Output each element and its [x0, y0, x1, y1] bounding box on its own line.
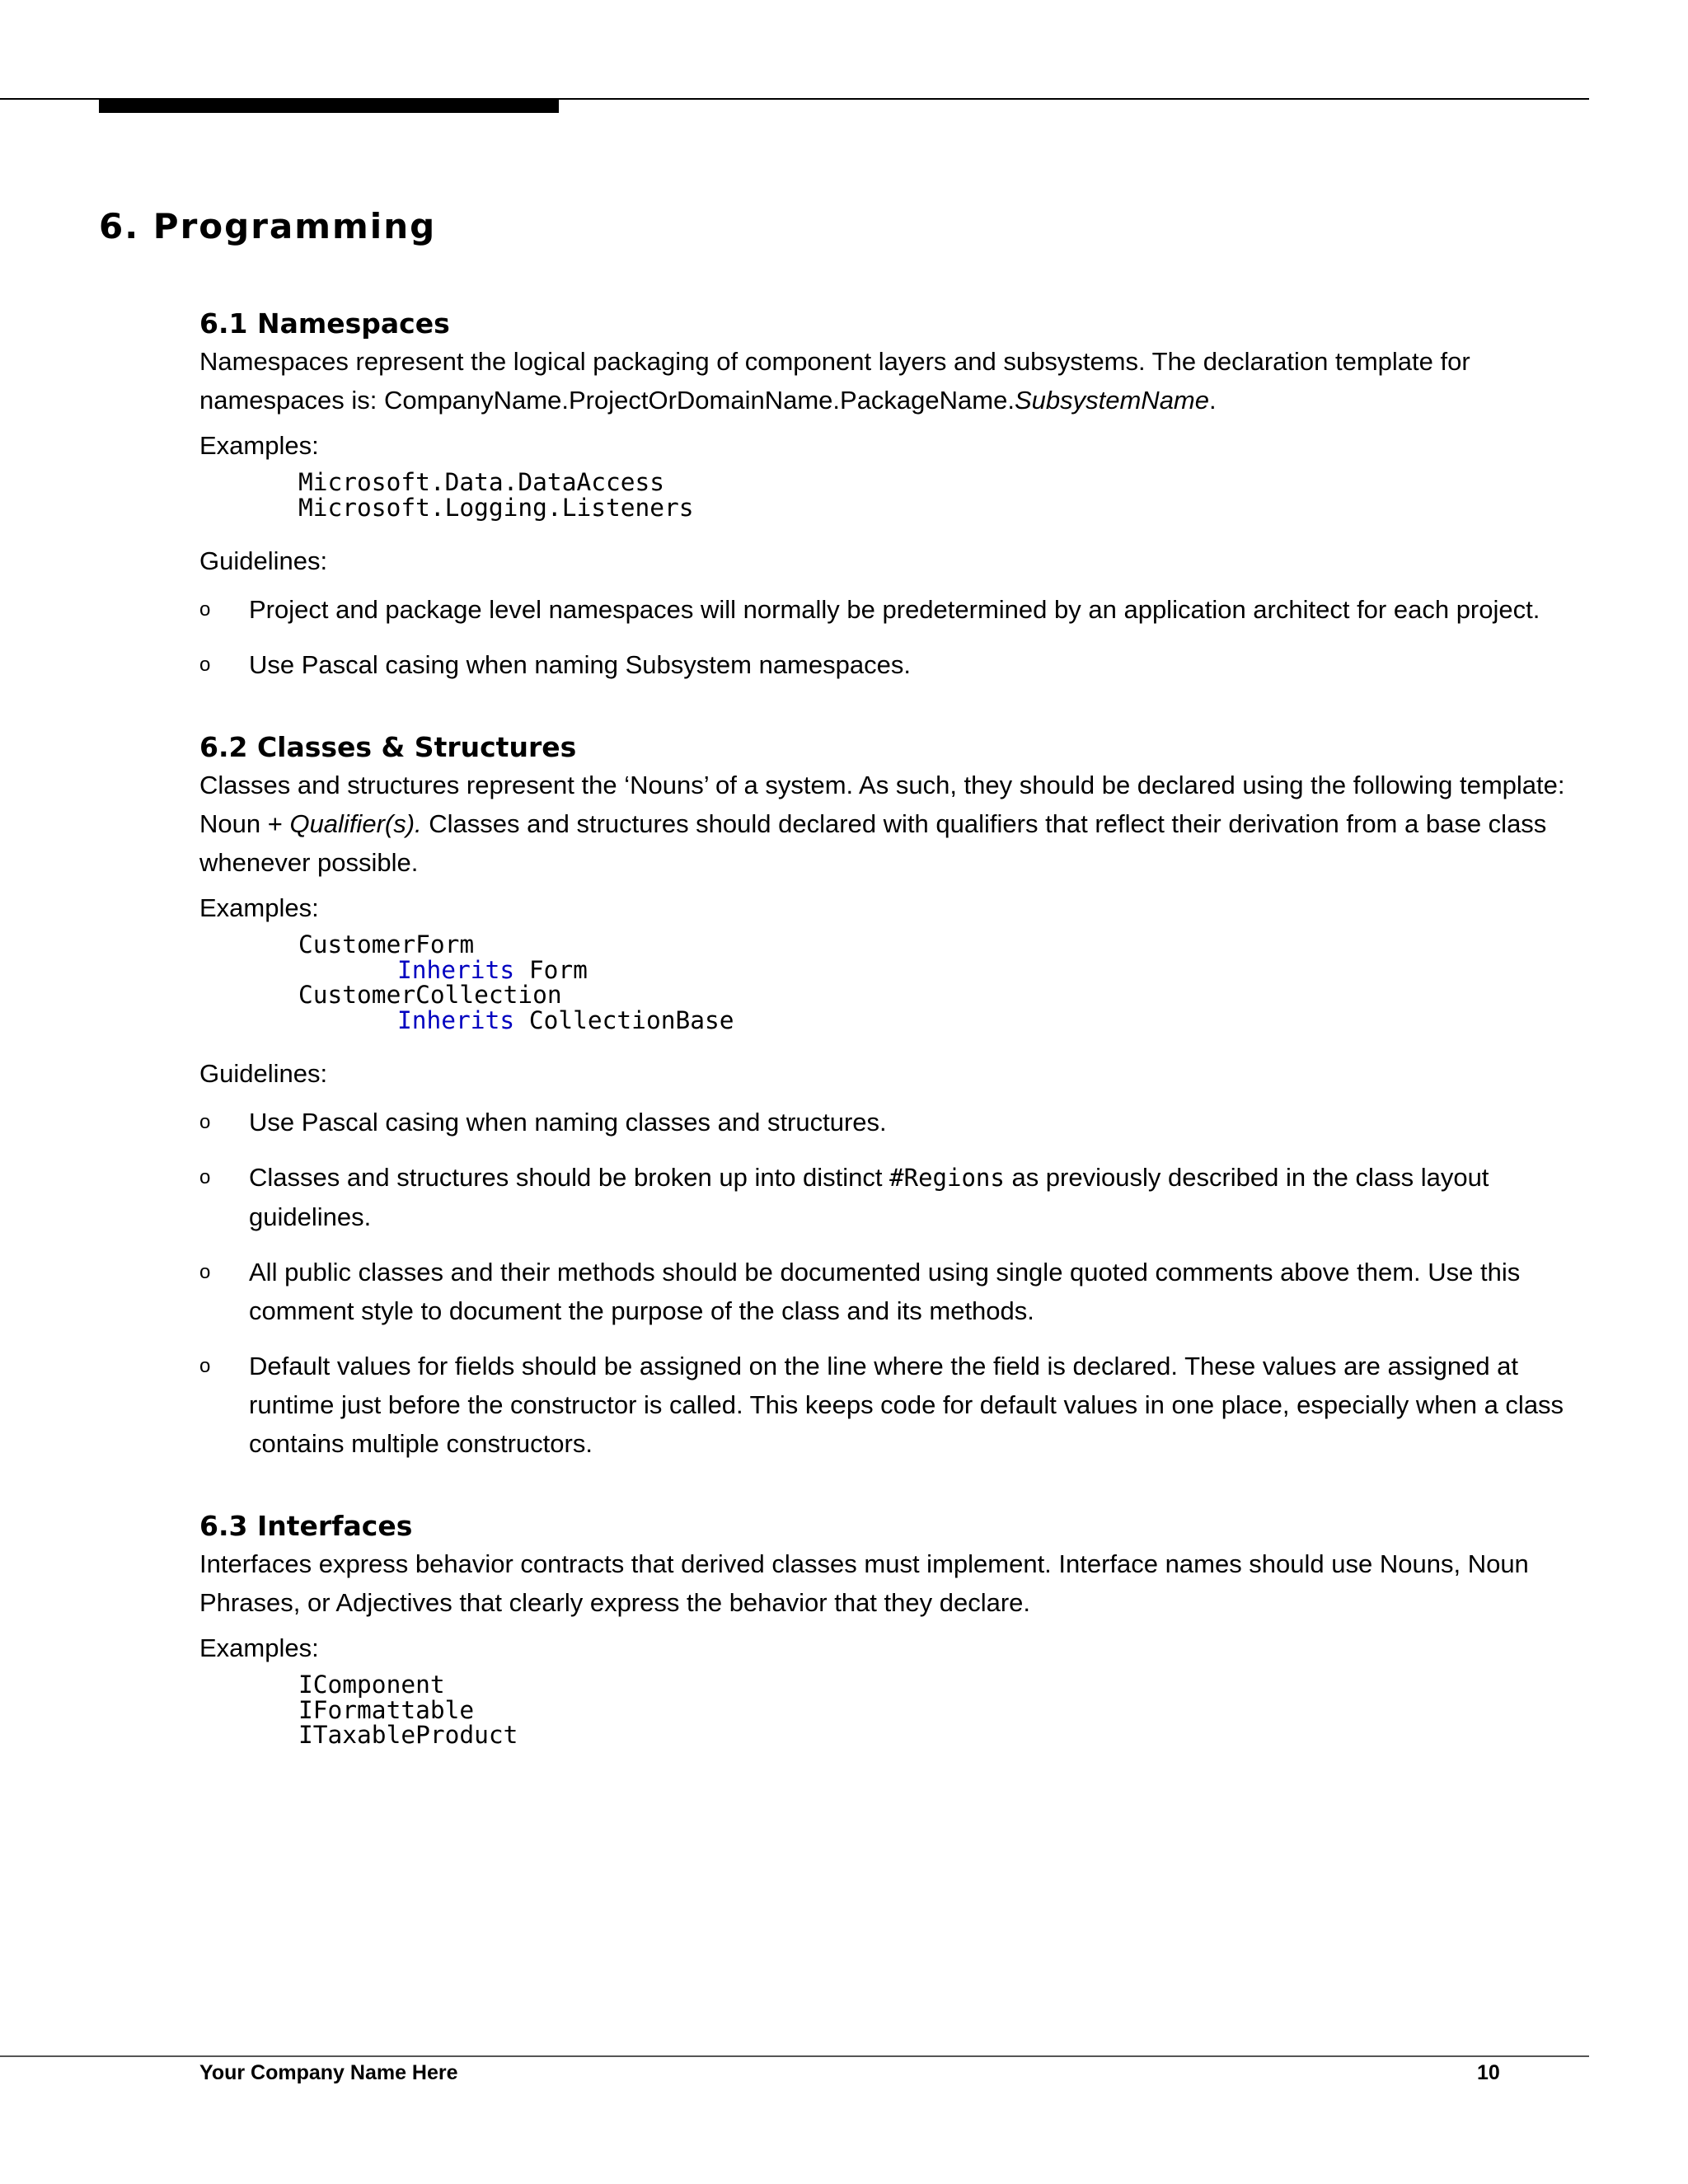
intro-text: Classes and structures represent the ‘Nouns’ of a system. As such, they should be declared using the following template: Noun +	[199, 771, 1565, 838]
list-item-text: Project and package level namespaces will normally be predetermined by an application architect for each project.	[249, 595, 1540, 624]
footer-rule	[0, 2055, 1589, 2057]
code-keyword: Inherits	[397, 1005, 515, 1034]
list-item-text: Classes and structures should be broken up into distinct	[249, 1163, 890, 1192]
bullet-icon: o	[199, 1355, 211, 1377]
code-line	[298, 955, 1589, 984]
section-title: 6.2 Classes & Structures	[199, 731, 577, 763]
list-item-text: Use Pascal casing when naming classes and structures.	[249, 1108, 887, 1137]
intro-end: .	[1209, 386, 1217, 415]
bullet-icon: o	[199, 598, 211, 621]
list-item-text: All public classes and their methods should be documented using single quoted comments above them. Use this comment style to document the purpose of the class and its methods.	[249, 1258, 1521, 1325]
examples-label: Examples:	[199, 1633, 319, 1662]
code-line: IComponent	[298, 1671, 445, 1699]
guidelines-label: Guidelines:	[199, 1059, 328, 1088]
guidelines-list	[199, 590, 1589, 684]
section-title: 6.1 Namespaces	[199, 307, 450, 340]
section-classes	[199, 730, 1589, 1463]
section-title: 6.3 Interfaces	[199, 1510, 413, 1542]
intro-italic: Qualifier(s).	[289, 809, 422, 838]
examples-label: Examples:	[199, 893, 319, 922]
code-line: Microsoft.Data.DataAccess	[298, 468, 665, 496]
bullet-icon: o	[199, 1261, 211, 1283]
section-intro	[199, 342, 1576, 419]
section-interfaces	[199, 1509, 1589, 1748]
code-block	[298, 932, 1589, 1033]
list-item	[199, 590, 1589, 629]
chapter-title: 6. Programming	[99, 206, 437, 246]
examples-label: Examples:	[199, 431, 319, 460]
list-item	[199, 1158, 1589, 1236]
page-content	[199, 307, 1589, 1748]
code-block	[298, 1672, 1589, 1748]
bullet-icon: o	[199, 654, 211, 676]
bullet-icon: o	[199, 1111, 211, 1133]
footer-page-number: 10	[1477, 2061, 1500, 2084]
guidelines-label: Guidelines:	[199, 546, 328, 575]
code-line: IFormattable	[298, 1695, 475, 1724]
code-keyword: Inherits	[397, 955, 515, 984]
code-line: Microsoft.Logging.Listeners	[298, 493, 694, 522]
section-intro: Interfaces express behavior contracts that derived classes must implement. Interface names should use Nouns, Noun Phrases, or Adjectives that clearly express the behavior that they declare.	[199, 1549, 1529, 1617]
intro-italic: SubsystemName	[1014, 386, 1209, 415]
code-block	[298, 470, 1589, 520]
code-line: CustomerForm	[298, 930, 475, 958]
section-intro	[199, 766, 1576, 882]
code-line: ITaxableProduct	[298, 1721, 518, 1749]
code-line: CustomerCollection	[298, 981, 562, 1009]
header-accent-bar	[99, 99, 559, 113]
code-base-class: CollectionBase	[528, 1005, 734, 1034]
section-namespaces	[199, 307, 1589, 684]
intro-text: Namespaces represent the logical packaging of component layers and subsystems. The declaration template for namespaces is: CompanyName.ProjectOrDomainName.PackageName.	[199, 347, 1470, 415]
list-item-text: Default values for fields should be assigned on the line where the field is declared. These values are assigned at runtime just before the constructor is called. This keeps code for default values in one place, especially when a class contains multiple constructors.	[249, 1352, 1564, 1458]
guidelines-list	[199, 1103, 1589, 1463]
list-item	[199, 645, 1589, 684]
list-item	[199, 1253, 1589, 1330]
code-line	[298, 1005, 1589, 1034]
intro-text-cont: Classes and structures should declared with qualifiers that reflect their derivation from a base class whenever possible.	[199, 809, 1547, 877]
list-item-text: Use Pascal casing when naming Subsystem namespaces.	[249, 650, 911, 679]
list-item	[199, 1103, 1589, 1141]
footer-company-name: Your Company Name Here	[199, 2061, 458, 2084]
list-item	[199, 1347, 1589, 1463]
inline-code: #Regions	[889, 1164, 1005, 1192]
list-item-text-cont: as previously described in the class layout guidelines.	[249, 1163, 1489, 1231]
code-base-class: Form	[528, 955, 588, 984]
bullet-icon: o	[199, 1166, 211, 1188]
